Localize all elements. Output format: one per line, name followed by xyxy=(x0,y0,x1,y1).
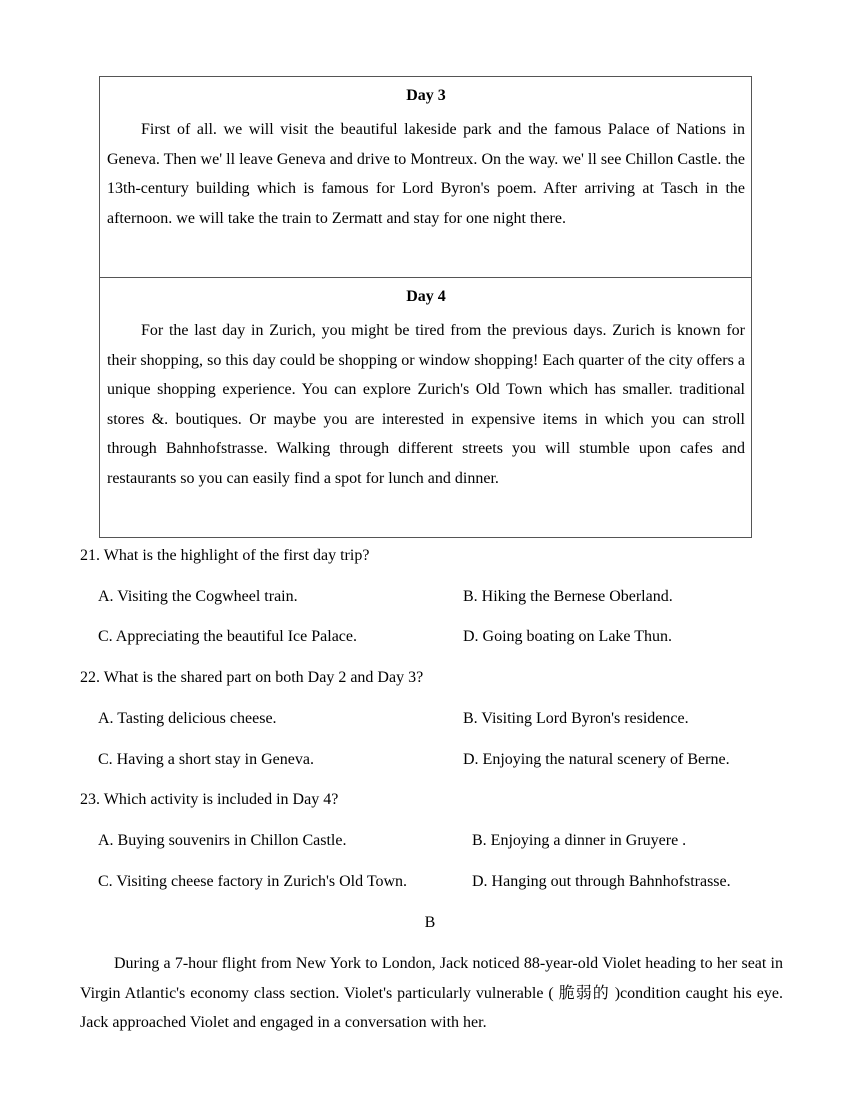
section-b-paragraph: During a 7-hour flight from New York to London, Jack noticed 88-year-old Violet heading to her seat in Virgin Atlantic's economy class section. Violet's particularly vulnerable ( 脆弱的 )condition caught his eye. Jack approached Violet and engaged in a conversation with her. xyxy=(80,955,783,1031)
q23-option-d: D. Hanging out through Bahnhofstrasse. xyxy=(472,873,731,890)
day3-text: First of all. we will visit the beautiful lakeside park and the famous Palace of Nations in Geneva. Then we' ll leave Geneva and drive to Montreux. On the way. we' ll see Chillon Castle. the 13th-century building which is famous for Lord Byron's poem. After arriving at Tasch in the afternoon. we will take the train to Zermatt and stay for one night there. xyxy=(107,121,745,227)
day4-title: Day 4 xyxy=(406,288,446,305)
day3-box xyxy=(99,76,752,278)
day4-text: For the last day in Zurich, you might be tired from the previous days. Zurich is known for their shopping, so this day could be shopping or window shopping! Each quarter of the city offers a unique shopping experience. You can explore Zurich's Old Town which has smaller. traditional stores &. boutiques. Or maybe you are interested in expensive items in which you can stroll through Bahnhofstrasse. Walking through different streets you will stumble upon cafes and restaurants so you can easily find a spot for lunch and dinner. xyxy=(107,322,745,487)
q22-option-d: D. Enjoying the natural scenery of Berne. xyxy=(463,751,730,768)
q21-option-b: B. Hiking the Bernese Oberland. xyxy=(463,588,673,605)
q23-option-b: B. Enjoying a dinner in Gruyere . xyxy=(472,832,687,849)
q21-option-a: A. Visiting the Cogwheel train. xyxy=(98,588,298,605)
q23-option-c: C. Visiting cheese factory in Zurich's Old Town. xyxy=(98,873,408,890)
q23-option-a: A. Buying souvenirs in Chillon Castle. xyxy=(98,832,347,849)
question-22: 22. What is the shared part on both Day 2 and Day 3? xyxy=(80,669,424,686)
question-21: 21. What is the highlight of the first day trip? xyxy=(80,547,370,564)
q22-option-b: B. Visiting Lord Byron's residence. xyxy=(463,710,689,727)
day4-box xyxy=(99,277,752,538)
day3-title: Day 3 xyxy=(406,87,446,104)
q22-option-a: A. Tasting delicious cheese. xyxy=(98,710,277,727)
q21-option-c: C. Appreciating the beautiful Ice Palace. xyxy=(98,628,358,645)
q21-option-d: D. Going boating on Lake Thun. xyxy=(463,628,673,645)
question-23: 23. Which activity is included in Day 4? xyxy=(80,791,339,808)
q22-option-c: C. Having a short stay in Geneva. xyxy=(98,751,314,768)
section-b-heading: B xyxy=(424,914,436,931)
